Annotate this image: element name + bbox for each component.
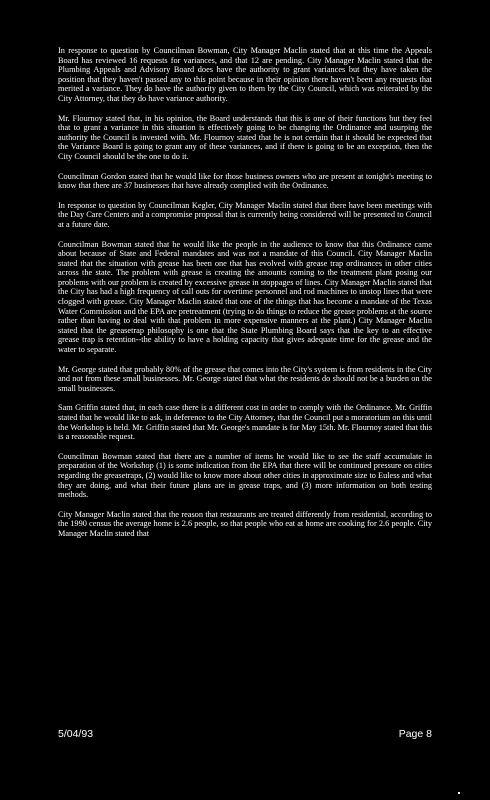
paragraph-george-residents: Mr. George stated that probably 80% of the grease that comes into the City's system is from residents in the City and not from these small businesses. Mr. George stated that what the residents do should not be a burden on the small businesses.: [58, 364, 432, 393]
paragraph-day-care-centers: In response to question by Councilman Kegler, City Manager Maclin stated that there have been meetings with the Day Care Centers and a compromise proposal that is currently being considered will be presented to Council at a future date.: [58, 200, 432, 229]
paragraph-bowman-mandates: Councilman Bowman stated that he would like the people in the audience to know that this Ordinance came about because of State and Federal mandates and was not a mandate of this Council. City Manager Maclin stated that the situation with grease has been one that has evolved with grease trap ordinances in other cities across the state. The problem with grease is creating the amounts coming to the treatment plant posing our problems with our problem is created by excessive grease in stoppages of lines. City Manager Maclin stated that the City has had a high frequency of call outs for overtime personnel and rod machines to unstop lines that were clogged with grease. City Manager Maclin stated that one of the things that has become a mandate of the Texas Water Commission and the EPA are pretreatment (trying to do things to reduce the grease problems at the source rather than having to deal with that problem in more expensive manners at the plant.) City Manager Maclin stated that the greasetrap philosophy is one that the State Plumbing Board says that the key to an effective grease trap is retention--the ability to have a holding capacity that gives adequate time for the grease and the water to separate.: [58, 239, 432, 355]
paragraph-bowman-workshop: Councilman Bowman stated that there are a number of items he would like to see the staff accumulate in preparation of the Workshop (1) is some indication from the EPA that there will be continued pressure on cities regarding the greasetraps, (2) would like to know more about other cities in approximate size to Euless and what they are doing, and what their future plans are in grease traps, and (3) more information on both testing methods.: [58, 451, 432, 500]
footer-page-number: Page 8: [398, 728, 432, 740]
paragraph-flournoy-variance: Mr. Flournoy stated that, in his opinion, the Board understands that this is one of their functions but they feel that to grant a variance in this situation is effectively going to be changing the Ordinance and usurping the authority the Council is invested with. Mr. Flournoy stated that he is not certain that it should be expected that the Variance Board is going to grant any of these variances, and if there is going to be an exception, then the City Council should be the one to do it.: [58, 113, 432, 161]
scan-speck: [458, 792, 460, 794]
footer-date: 5/04/93: [58, 728, 94, 740]
document-body: [58, 46, 432, 549]
paragraph-restaurants-census: City Manager Maclin stated that the reason that restaurants are treated differently from residential, according to the 1990 census the average home is 2.6 people, so that people who eat at home are cooking for 2.6 people. City Manager Maclin stated that: [58, 509, 432, 538]
paragraph-griffin-moratorium: Sam Griffin stated that, in each case there is a different cost in order to comply with the Ordinance. Mr. Griffin stated that he would like to ask, in deference to the City Attorney, that the Council put a moratorium on this until the Workshop is held. Mr. Griffin stated that Mr. George's mandate is for May 15th. Mr. Flournoy stated that this is a reasonable request.: [58, 403, 432, 442]
paragraph-gordon-compliance: Councilman Gordon stated that he would like for those business owners who are present at tonight's meeting to know that there are 37 businesses that have already complied with the Ordinance.: [58, 171, 432, 191]
paragraph-appeals-board: In response to question by Councilman Bowman, City Manager Maclin stated that at this time the Appeals Board has reviewed 16 requests for variances, and that 12 are pending. City Manager Maclin stated that the Plumbing Appeals and Advisory Board does have the authority to grant variances but they have taken the position that they haven't passed any to this point because in their opinion there haven't been any requests that merited a variance. They do have the authority given to them by the City Council, which was reiterated by the City Attorney, that they do have variance authority.: [58, 46, 432, 103]
